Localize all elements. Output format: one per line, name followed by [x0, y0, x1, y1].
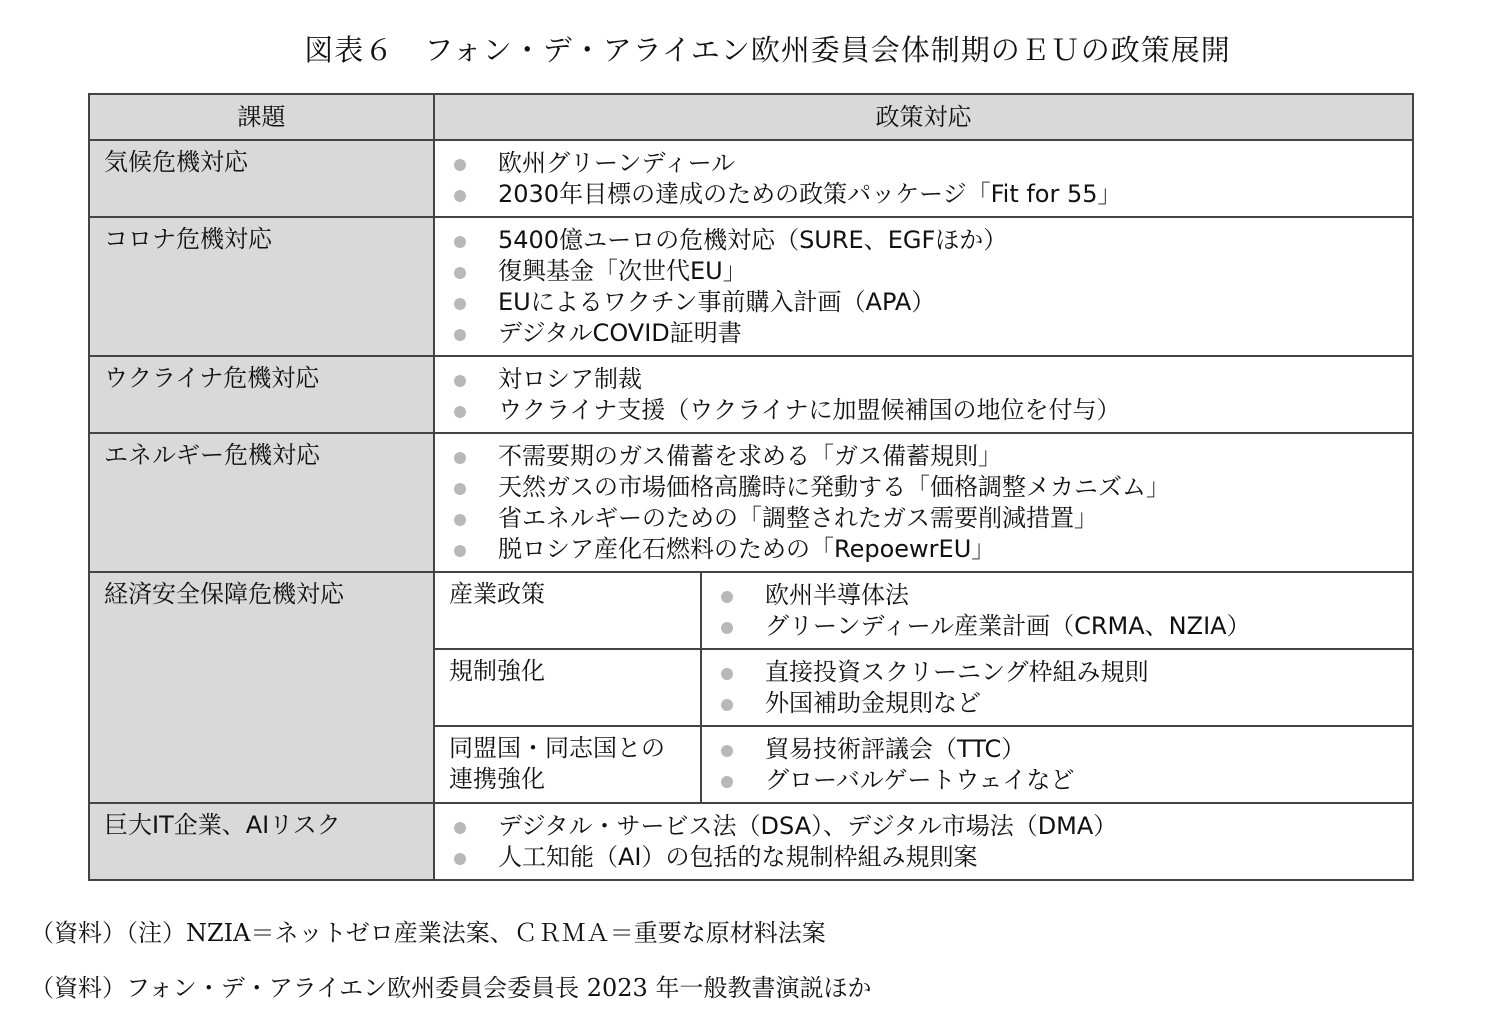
list-item: 天然ガスの市場価格高騰時に発動する「価格調整メカニズム」: [451, 472, 1412, 503]
category-cell: 規制強化: [434, 649, 701, 726]
table-row: [89, 140, 1413, 217]
header-policy: 政策対応: [434, 94, 1413, 140]
policy-cell: [701, 649, 1413, 726]
list-item: ウクライナ支援（ウクライナに加盟候補国の地位を付与）: [451, 395, 1412, 426]
list-item: デジタル・サービス法（DSA）、デジタル市場法（DMA）: [451, 811, 1412, 842]
category-line: 同盟国・同志国との: [449, 734, 665, 762]
category-line: 連携強化: [449, 765, 545, 793]
list-item: 欧州半導体法: [718, 580, 1412, 611]
list-item: 欧州グリーンディール: [451, 148, 1412, 179]
table-row: [89, 803, 1413, 880]
note-line: （資料）（注）NZIA＝ネットゼロ産業法案、ＣＲＭＡ＝重要な原材料法案: [30, 919, 826, 947]
issue-cell: エネルギー危機対応: [89, 433, 434, 572]
issue-cell: コロナ危機対応: [89, 217, 434, 356]
policy-cell: [701, 572, 1413, 649]
list-item: デジタルCOVID証明書: [451, 318, 1412, 349]
issue-cell: ウクライナ危機対応: [89, 356, 434, 433]
policy-list: [435, 218, 1412, 355]
policy-list: [435, 357, 1412, 432]
table-row: [89, 217, 1413, 356]
policy-list: [435, 141, 1412, 216]
policy-cell: [434, 433, 1413, 572]
list-item: グローバルゲートウェイなど: [718, 765, 1412, 796]
list-item: 5400億ユーロの危機対応（SURE、EGFほか）: [451, 225, 1412, 256]
header-row: [89, 94, 1413, 140]
policy-cell: [701, 726, 1413, 803]
list-item: 不需要期のガス備蓄を求める「ガス備蓄規則」: [451, 441, 1412, 472]
list-item: 外国補助金規則など: [718, 688, 1412, 719]
list-item: 直接投資スクリーニング枠組み規則: [718, 657, 1412, 688]
table-row: [89, 433, 1413, 572]
issue-cell: 気候危機対応: [89, 140, 434, 217]
figure-title: 図表６ フォン・デ・アライエン欧州委員会体制期のＥＵの政策展開: [304, 33, 1231, 67]
list-item: 省エネルギーのための「調整されたガス需要削減措置」: [451, 503, 1412, 534]
list-item: 人工知能（AI）の包括的な規制枠組み規則案: [451, 842, 1412, 873]
issue-cell: 巨大IT企業、AIリスク: [89, 803, 434, 880]
policy-list: [702, 573, 1412, 648]
policy-cell: [434, 803, 1413, 880]
list-item: EUによるワクチン事前購入計画（APA）: [451, 287, 1412, 318]
list-item: 復興基金「次世代EU」: [451, 256, 1412, 287]
policy-table: [88, 93, 1414, 881]
list-item: 貿易技術評議会（TTC）: [718, 734, 1412, 765]
policy-list: [702, 727, 1412, 802]
policy-list: [702, 650, 1412, 725]
list-item: 2030年目標の達成のための政策パッケージ「Fit for 55」: [451, 179, 1412, 210]
policy-cell: [434, 356, 1413, 433]
list-item: グリーンディール産業計画（CRMA、NZIA）: [718, 611, 1412, 642]
list-item: 脱ロシア産化石燃料のための「RepoewrEU」: [451, 534, 1412, 565]
policy-cell: [434, 217, 1413, 356]
policy-cell: [434, 140, 1413, 217]
category-cell: [434, 726, 701, 803]
table-row: [89, 572, 1413, 649]
source-line: （資料）フォン・デ・アライエン欧州委員会委員長 2023 年一般教書演説ほか: [30, 974, 872, 1002]
policy-list: [435, 804, 1412, 879]
category-cell: 産業政策: [434, 572, 701, 649]
policy-list: [435, 434, 1412, 571]
table-row: [89, 356, 1413, 433]
header-issue: 課題: [89, 94, 434, 140]
issue-cell: 経済安全保障危機対応: [89, 572, 434, 803]
list-item: 対ロシア制裁: [451, 364, 1412, 395]
